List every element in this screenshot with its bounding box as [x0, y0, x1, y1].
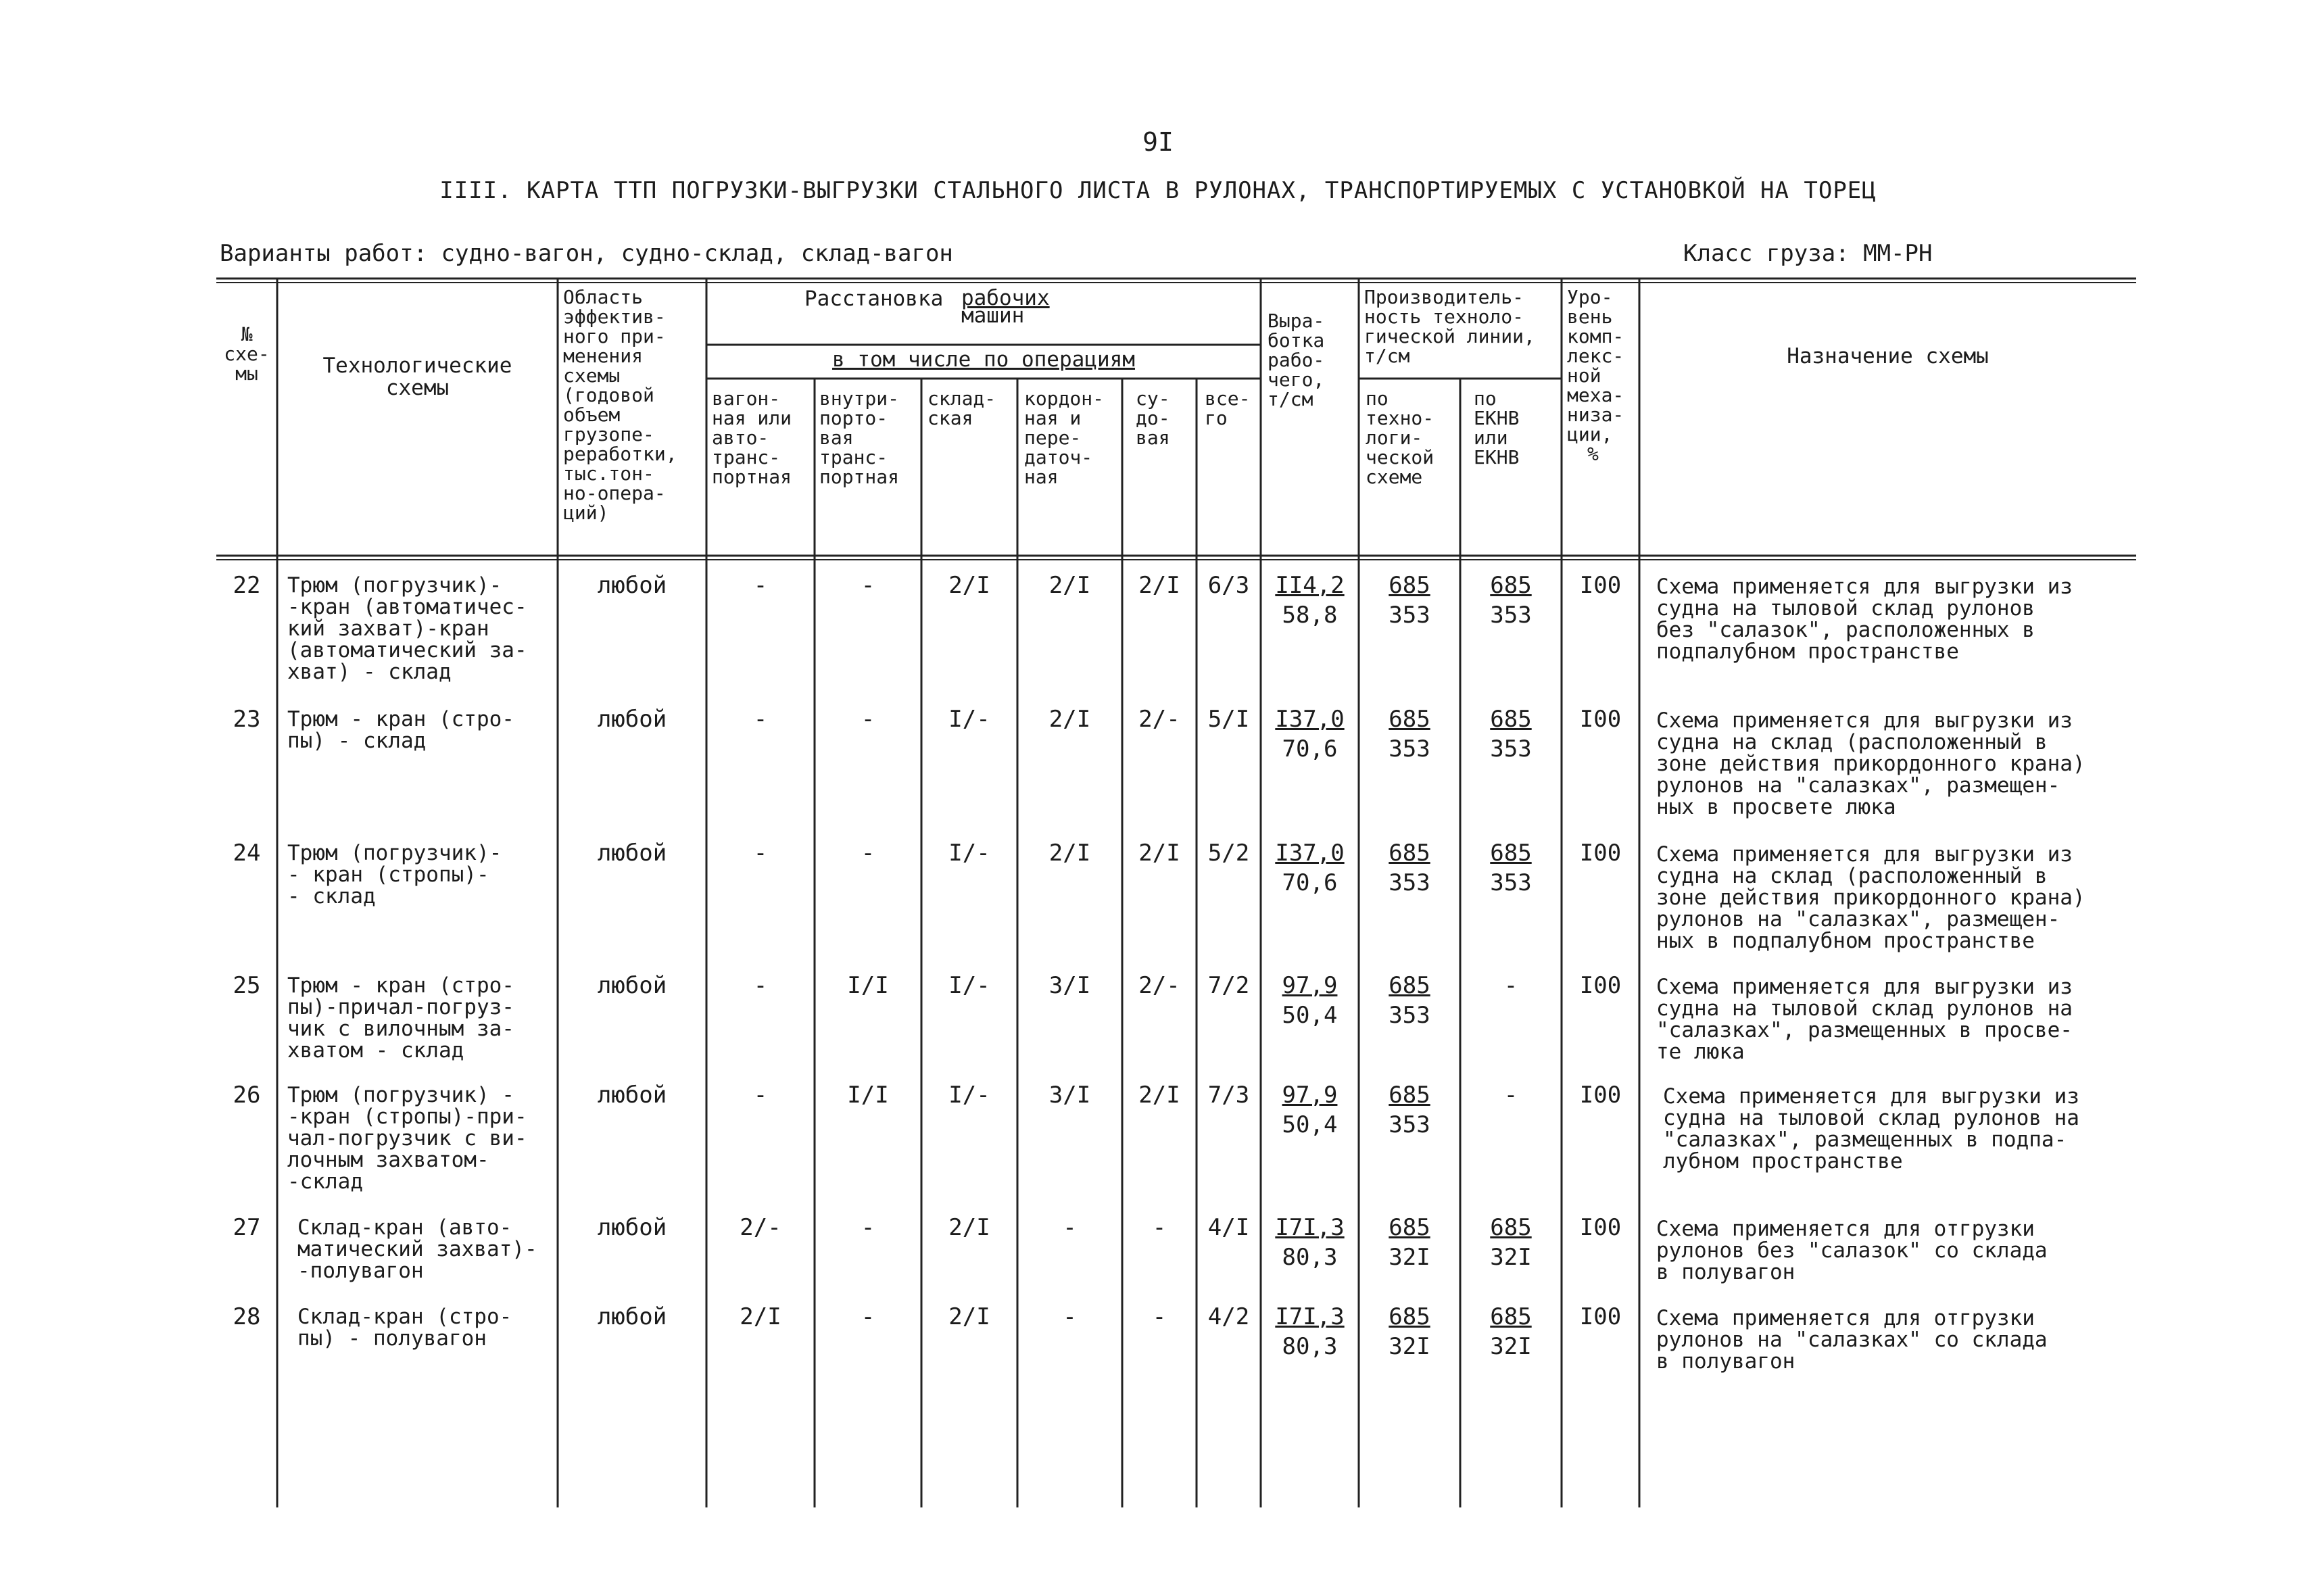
row-number: 28 — [233, 1303, 261, 1330]
ship-count: 2/I — [1138, 572, 1180, 599]
output-value: $\frac{I37,0}{70,6}$ — [1275, 706, 1345, 763]
mechanization-level: I00 — [1579, 1082, 1622, 1109]
application-area: любой — [597, 706, 667, 733]
mechanization-level: I00 — [1579, 972, 1622, 999]
tech-scheme: Трюм (погрузчик) - -кран (стропы)-при- чал-погрузчик с ви- лочным захватом- -склад — [287, 1083, 527, 1194]
output-value: $\frac{97,9}{50,4}$ — [1282, 1082, 1338, 1138]
kordon-count: 3/I — [1048, 1082, 1091, 1109]
row-number: 25 — [233, 972, 261, 999]
header-ship: су- до- вая — [1136, 387, 1170, 449]
scheme-purpose: Схема применяется для выгрузки из судна на склад (расположенный в зоне действия прикордонного крана) рулонов на "салазках", размещен- ных в подпалубном пространстве — [1656, 842, 2085, 953]
tech-scheme: Трюм - кран (стро- пы)-причал-погруз- чик с вилочным за- хватом - склад — [287, 973, 514, 1063]
header-application-area: Область эффектив- ного при- менения схемы (годовой объем грузопе- реработки, тыс.тон- но-опера- ций) — [563, 286, 677, 524]
application-area: любой — [597, 1082, 667, 1109]
total-count: 5/I — [1207, 706, 1250, 733]
scheme-productivity: $\frac{685}{353}$ — [1389, 972, 1430, 1029]
application-area: любой — [597, 840, 667, 867]
ship-count: 2/- — [1138, 972, 1180, 999]
application-area: любой — [597, 1303, 667, 1330]
scheme-purpose: Схема применяется для выгрузки из судна на тыловой склад рулонов на "салазках", размещенных в просве- те люка — [1656, 975, 2073, 1064]
header-technological-schemes: Технологические схемы — [322, 354, 512, 400]
internal-count: - — [861, 1214, 875, 1241]
internal-count: - — [861, 572, 875, 599]
sklad-count: I/- — [948, 972, 990, 999]
sklad-count: I/- — [948, 840, 990, 867]
internal-count: - — [861, 1303, 875, 1330]
header-output: Выра- ботка рабо- чего, т/см — [1268, 310, 1325, 410]
wagon-count: 2/I — [740, 1303, 781, 1330]
mechanization-level: I00 — [1579, 1303, 1622, 1330]
internal-count: - — [861, 706, 875, 733]
kordon-count: 3/I — [1048, 972, 1091, 999]
wagon-count: - — [753, 972, 768, 999]
row-number: 26 — [233, 1082, 261, 1109]
ship-count: - — [1152, 1214, 1167, 1241]
total-count: 5/2 — [1207, 840, 1250, 867]
tech-scheme: Склад-кран (авто- матический захват)- -полувагон — [297, 1215, 537, 1283]
page-number: 9I — [1142, 127, 1174, 157]
header-kordon: кордон- ная и пере- даточ- ная — [1024, 387, 1105, 488]
kordon-count: 2/I — [1048, 572, 1091, 599]
kordon-count: 2/I — [1048, 840, 1091, 867]
ship-count: 2/- — [1138, 706, 1180, 733]
row-number: 23 — [233, 706, 261, 733]
scheme-productivity: $\frac{685}{353}$ — [1389, 706, 1430, 763]
kordon-count: - — [1063, 1303, 1077, 1330]
ekhnv-productivity: $\frac{685}{353}$ — [1490, 706, 1532, 763]
mechanization-level: I00 — [1579, 1214, 1622, 1241]
scheme-productivity: $\frac{685}{353}$ — [1389, 1082, 1430, 1138]
ekhnv-productivity: $\frac{685}{32I}$ — [1490, 1214, 1532, 1271]
scheme-productivity: $\frac{685}{353}$ — [1389, 572, 1430, 629]
total-count: 7/3 — [1207, 1082, 1250, 1109]
total-count: 4/I — [1207, 1214, 1250, 1241]
tech-scheme: Трюм (погрузчик)- -кран (автоматичес- кий захват)-кран (автоматический за- хват) - склад — [287, 573, 527, 684]
application-area: любой — [597, 972, 667, 999]
header-sklad: склад- ская — [927, 387, 996, 429]
row-number: 24 — [233, 840, 261, 867]
mechanization-level: I00 — [1579, 840, 1622, 867]
tech-scheme: Трюм (погрузчик)- - кран (стропы)- - склад — [287, 841, 502, 909]
ekhnv-productivity: $\frac{685}{353}$ — [1490, 840, 1532, 896]
cargo-class: Класс груза: ММ-РН — [1683, 240, 1933, 267]
internal-count: I/I — [847, 1082, 889, 1109]
internal-count: I/I — [847, 972, 889, 999]
page-title: IIII. КАРТА ТТП ПОГРУЗКИ-ВЫГРУЗКИ СТАЛЬНОГО ЛИСТА В РУЛОНАХ, ТРАНСПОРТИРУЕМЫХ С УСТАНОВКОЙ НА ТОРЕЦ — [439, 177, 1877, 204]
wagon-count: - — [753, 1082, 768, 1109]
sklad-count: I/- — [948, 706, 990, 733]
scheme-purpose: Схема применяется для выгрузки из судна на тыловой склад рулонов без "салазок", расположенных в подпалубном пространстве — [1656, 575, 2073, 664]
ship-count: - — [1152, 1303, 1167, 1330]
header-purpose: Назначение схемы — [1787, 344, 1989, 368]
header-productivity: Производитель- ность техноло- гической линии, т/см — [1364, 286, 1535, 367]
sklad-count: 2/I — [948, 1214, 990, 1241]
output-value: $\frac{I7I,3}{80,3}$ — [1275, 1214, 1345, 1271]
header-internal-port: внутри- порто- вая транс- портная — [819, 387, 900, 488]
scheme-productivity: $\frac{685}{353}$ — [1389, 840, 1430, 896]
scheme-purpose: Схема применяется для выгрузки из судна на склад (расположенный в зоне действия прикордонного крана) рулонов на "салазках", размещен- ных в просвете люка — [1656, 708, 2085, 819]
header-total: все- го — [1205, 387, 1251, 429]
internal-count: - — [861, 840, 875, 867]
header-by-scheme: по техно- логи- ческой схеме — [1366, 387, 1434, 488]
ekhnv-productivity: $\frac{685}{32I}$ — [1490, 1303, 1532, 1360]
header-by-operations: в том числе по операциям — [832, 347, 1135, 372]
scheme-purpose: Схема применяется для выгрузки из судна на тыловой склад рулонов на "салазках", размещенных в подпа- лубном пространстве — [1663, 1084, 2079, 1174]
header-by-ekhnv: по ЕКНВ или ЕКНВ — [1474, 387, 1520, 468]
ekhnv-productivity: $\frac{685}{353}$ — [1490, 572, 1532, 629]
row-number: 22 — [233, 572, 261, 599]
output-value: $\frac{97,9}{50,4}$ — [1282, 972, 1338, 1029]
ekhnv-productivity: - — [1503, 972, 1518, 999]
total-count: 6/3 — [1207, 572, 1250, 599]
wagon-count: 2/- — [740, 1214, 781, 1241]
total-count: 4/2 — [1207, 1303, 1250, 1330]
wagon-count: - — [753, 840, 768, 867]
tech-scheme: Склад-кран (стро- пы) - полувагон — [297, 1305, 512, 1351]
output-value: $\frac{II4,2}{58,8}$ — [1275, 572, 1345, 629]
sklad-count: 2/I — [948, 1303, 990, 1330]
ship-count: 2/I — [1138, 840, 1180, 867]
sklad-count: 2/I — [948, 572, 990, 599]
application-area: любой — [597, 1214, 667, 1241]
scheme-purpose: Схема применяется для отгрузки рулонов без "салазок" со склада в полувагон — [1656, 1217, 2048, 1284]
tech-scheme: Трюм - кран (стро- пы) - склад — [287, 707, 514, 753]
kordon-count: 2/I — [1048, 706, 1091, 733]
scheme-purpose: Схема применяется для отгрузки рулонов на "салазках" со склада в полувагон — [1656, 1306, 2048, 1374]
header-mechanization-level: Уро- вень комп- лекс- ной меха- низа- ции, % — [1567, 286, 1624, 465]
header-wagon: вагон- ная или авто- транс- портная — [712, 387, 792, 488]
total-count: 7/2 — [1207, 972, 1250, 999]
header-machines: Расстановка рабочих машин — [804, 286, 1050, 328]
ekhnv-productivity: - — [1503, 1082, 1518, 1109]
output-value: $\frac{I37,0}{70,6}$ — [1275, 840, 1345, 896]
wagon-count: - — [753, 706, 768, 733]
work-variants: Варианты работ: судно-вагон, судно-склад, склад-вагон — [220, 240, 953, 267]
mechanization-level: I00 — [1579, 706, 1622, 733]
header-scheme-number: № схе- мы — [224, 323, 270, 385]
kordon-count: - — [1063, 1214, 1077, 1241]
row-number: 27 — [233, 1214, 261, 1241]
ship-count: 2/I — [1138, 1082, 1180, 1109]
output-value: $\frac{I7I,3}{80,3}$ — [1275, 1303, 1345, 1360]
scheme-productivity: $\frac{685}{32I}$ — [1389, 1303, 1430, 1360]
mechanization-level: I00 — [1579, 572, 1622, 599]
sklad-count: I/- — [948, 1082, 990, 1109]
application-area: любой — [597, 572, 667, 599]
scheme-productivity: $\frac{685}{32I}$ — [1389, 1214, 1430, 1271]
wagon-count: - — [753, 572, 768, 599]
